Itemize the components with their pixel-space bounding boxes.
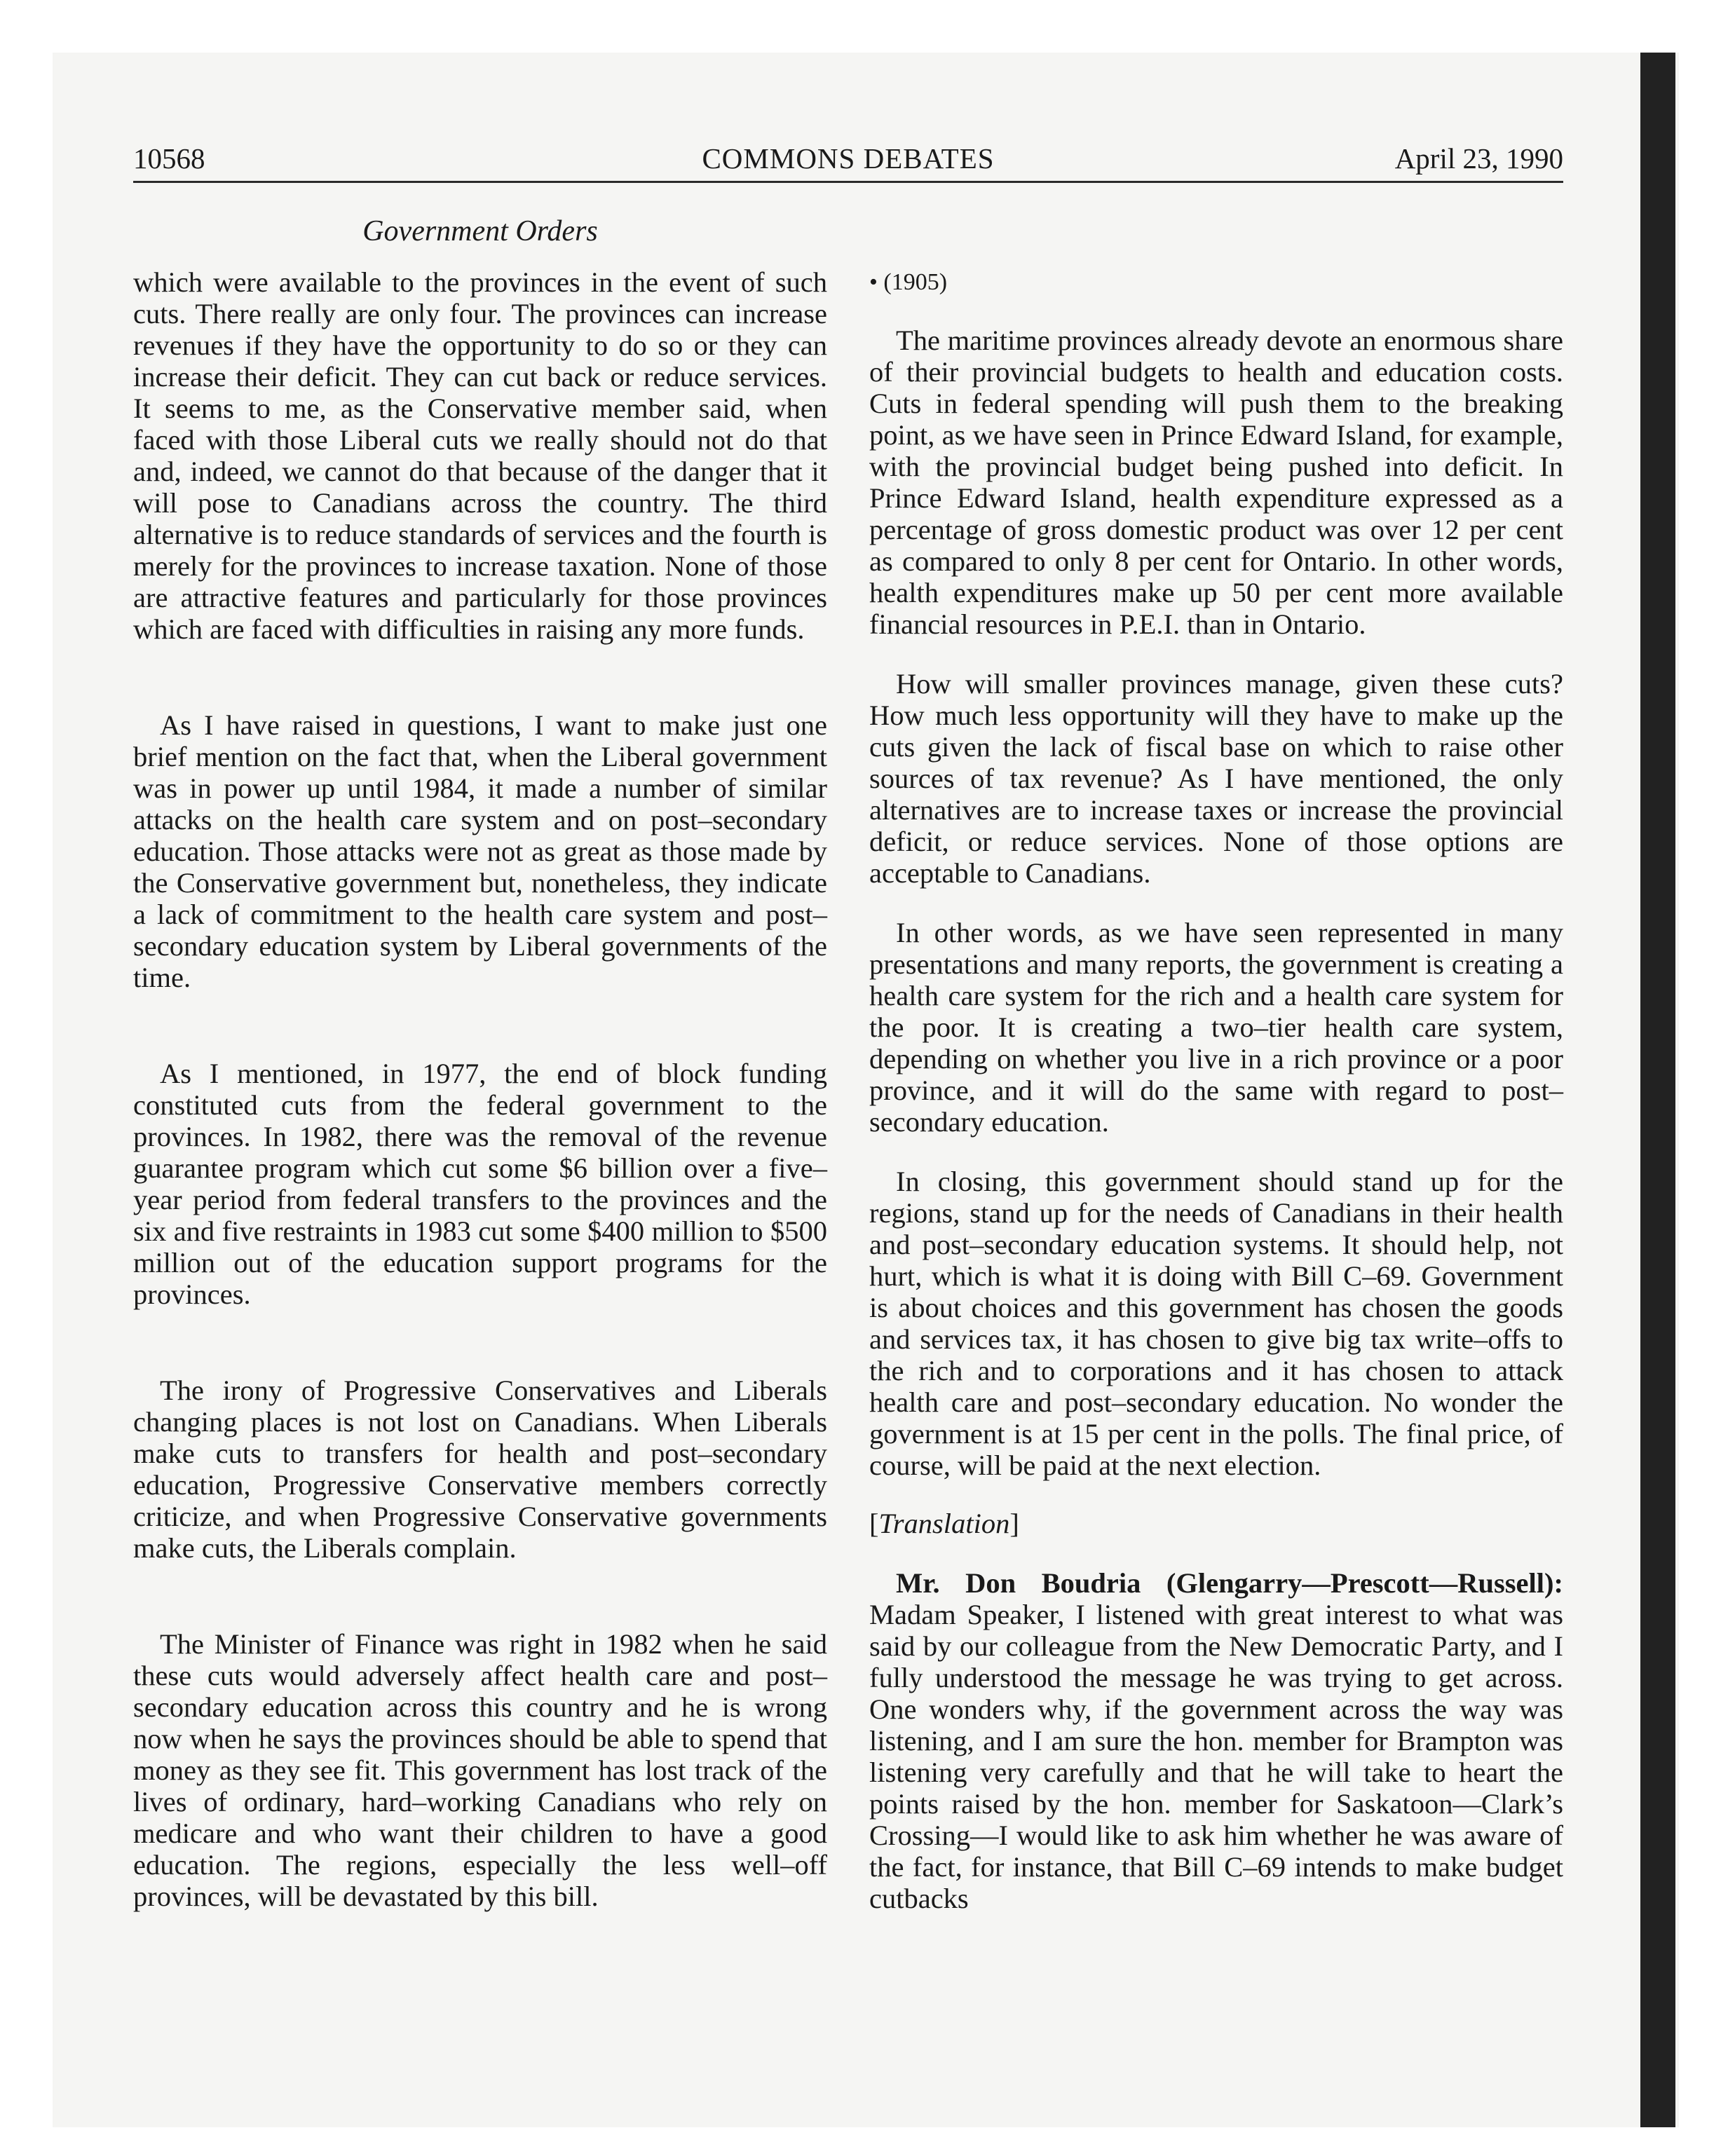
paragraph: The irony of Progressive Conservatives and Liberals changing places is not lost on Canadians. When Liberals make cuts to transfers for health and post–secondary education, Progressive Conservative members correctly criticize, and when Progressive Conservative governments make cuts, the Liberals complain. <box>133 1374 827 1564</box>
paragraph: As I mentioned, in 1977, the end of block funding constituted cuts from the federal government to the provinces. In 1982, there was the removal of the revenue guarantee program which cut some $6 billion over a five–year period from federal transfers to the provinces and the six and five restraints in 1983 cut some $400 million to $500 million out of the education support programs for the provinces. <box>133 1058 827 1310</box>
speaker-name: Mr. Don Boudria (Glengarry—Prescott—Russell): <box>896 1567 1563 1599</box>
left-column <box>133 266 827 1912</box>
translation-marker <box>869 1508 1563 1539</box>
paragraph: which were available to the provinces in the event of such cuts. There really are only four. The provinces can increase revenues if they have the opportunity to do so or they can increase their deficit. They can cut back or reduce services. It seems to me, as the Conservative member said, when faced with those Liberal cuts we really should not do that and, indeed, we cannot do that because of the danger that it will pose to Canadians across the country. The third alternative is to reduce standards of services and the fourth is merely for the provinces to increase taxation. None of those are attractive features and particularly for those provinces which are faced with difficulties in raising any more funds. <box>133 266 827 645</box>
page-number: 10568 <box>133 142 205 175</box>
issue-date: April 23, 1990 <box>1394 142 1563 175</box>
speech-text: Madam Speaker, I listened with great interest to what was said by our colleague from the New Democratic Party, and I fully understood the message he was trying to get across. One wonders why, if the government across the way was listening, and I am sure the hon. member for Brampton was listening very carefully and that he will take to heart the points raised by the hon. member for Saskatoon—Clark’s Crossing—I would like to ask him whether he was aware of the fact, for instance, that Bill C–69 intends to make budget cutbacks <box>869 1599 1563 1914</box>
translation-bracket-open: [ <box>869 1508 879 1539</box>
paragraph: How will smaller provinces manage, given these cuts? How much less opportunity will they have to make up the cuts given the lack of fiscal base on which to raise other sources of tax revenue? As I have mentioned, the only alternatives are to increase taxes or increase the provincial deficit, or reduce services. None of those options are acceptable to Canadians. <box>869 668 1563 889</box>
page-header <box>133 137 1563 179</box>
paragraph: In other words, as we have seen represented in many presentations and many reports, the government is creating a health care system for the rich and a health care system for the poor. It is creating a two–tier health care system, depending on whether you live in a rich province or a poor province, and it will do the same with regard to post–secondary education. <box>869 917 1563 1138</box>
translation-bracket-close: ] <box>1009 1508 1019 1539</box>
paragraph: The Minister of Finance was right in 1982 when he said these cuts would adversely affect health care and post–secondary education across this country and he is wrong now when he says the provinces should be able to spend that money as they see fit. This government has lost track of the lives of ordinary, hard–working Canadians who rely on medicare and who want their children to have a good education. The regions, especially the less well–off provinces, will be devastated by this bill. <box>133 1628 827 1912</box>
header-rule <box>133 181 1563 183</box>
translation-label: Translation <box>878 1508 1010 1539</box>
speech-paragraph <box>869 1567 1563 1914</box>
scan-edge-bar <box>1640 53 1675 2127</box>
paragraph: In closing, this government should stand up for the regions, stand up for the needs of Canadians in their health and post–secondary education systems. It should help, not hurt, which is what it is doing with Bill C–69. Government is about choices and this government has chosen the goods and services tax, it has chosen to give big tax write–offs to the rich and to corporations and it has chosen to attack health care and post–secondary education. No wonder the government is at 15 per cent in the polls. The final price, of course, will be paid at the next election. <box>869 1166 1563 1481</box>
time-marker: • (1905) <box>869 269 948 295</box>
paragraph: As I have raised in questions, I want to make just one brief mention on the fact that, when the Liberal government was in power up until 1984, it made a number of similar attacks on the health care system and on post–secondary education. Those attacks were not as great as those made by the Conservative government but, nonetheless, they indicate a lack of commitment to the health care system and post–secondary education system by Liberal governments of the time. <box>133 709 827 993</box>
journal-title: COMMONS DEBATES <box>702 142 995 175</box>
section-heading: Government Orders <box>362 215 598 247</box>
right-column <box>869 266 1563 1914</box>
paragraph: The maritime provinces already devote an enormous share of their provincial budgets to health and education costs. Cuts in federal spending will push them to the breaking point, as we have seen in Prince Edward Island, for example, with the provincial budget being pushed into deficit. In Prince Edward Island, health expenditure expressed as a percentage of gross domestic product was over 12 per cent as compared to only 8 per cent for Ontario. In other words, health expenditures make up 50 per cent more available financial resources in P.E.I. than in Ontario. <box>869 325 1563 640</box>
